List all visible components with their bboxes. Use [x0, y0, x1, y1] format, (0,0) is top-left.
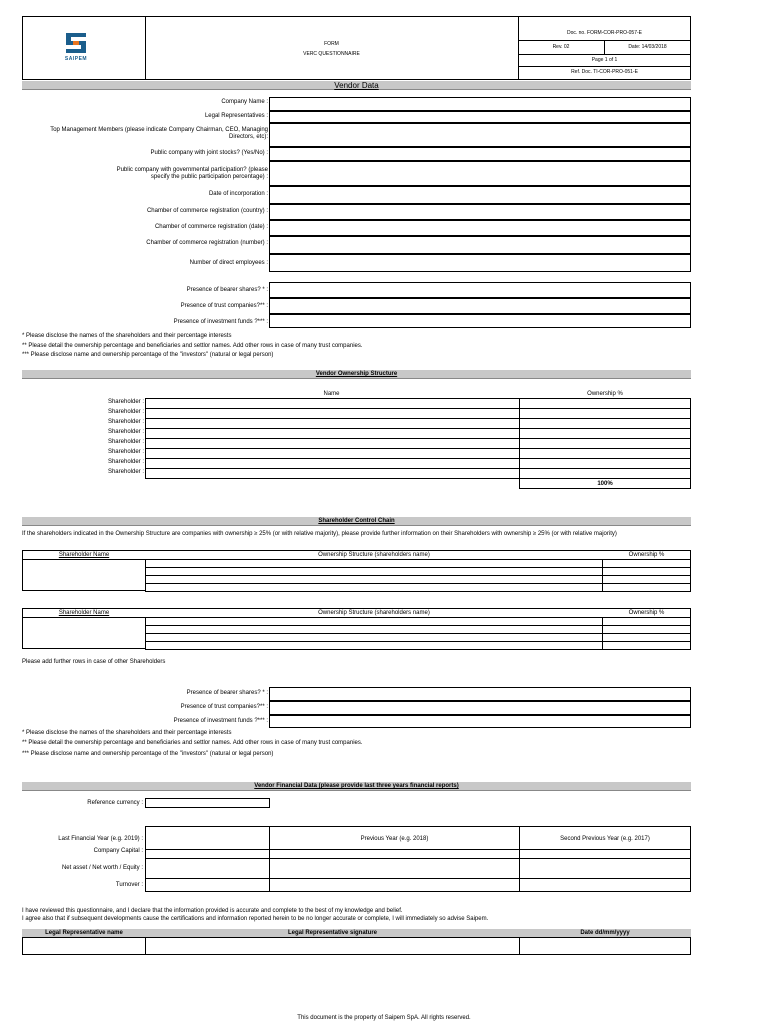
top-management-field[interactable] — [269, 123, 691, 147]
net-asset-second-previous-year[interactable] — [519, 858, 691, 879]
label-date-incorporation: Date of incorporation : — [208, 191, 268, 197]
ownership-col-name: Name — [323, 391, 340, 397]
trust-companies-field-2[interactable] — [269, 701, 691, 715]
label-reference-currency: Reference currency : — [87, 800, 143, 806]
label-legal-representatives: Legal Representatives : — [204, 113, 268, 119]
date-field[interactable] — [519, 937, 691, 955]
label-governmental-participation: Public company with governmental participation? (please specify the public participation percentage) : — [116, 167, 268, 180]
saipem-logo-icon — [64, 32, 88, 54]
shareholder-label: Shareholder : — [107, 419, 144, 425]
page-number: Page 1 of 1 — [591, 57, 618, 63]
shareholder-label: Shareholder : — [107, 399, 144, 405]
investment-funds-field[interactable] — [269, 314, 691, 328]
footer-text: This document is the property of Saipem SpA. All rights reserved. — [297, 1015, 471, 1021]
label-bearer-shares-2: Presence of bearer shares? * : — [186, 690, 268, 696]
label-investment-funds: Presence of investment funds ?*** : — [173, 319, 268, 325]
label-coc-country: Chamber of commerce registration (country) : — [146, 208, 268, 214]
shareholder-label: Shareholder : — [107, 469, 144, 475]
turnover-last-year[interactable] — [145, 878, 270, 892]
declaration-line-2: I agree also that if subsequent developments cause the certifications and information reported herein to be no longer accurate or complete, I will immediately so advise Saipem. — [22, 916, 489, 922]
form-title: VERC QUESTIONNAIRE — [303, 51, 360, 57]
chain-col-shareholder: Shareholder Name — [58, 552, 110, 558]
label-trust-companies: Presence of trust companies?** : — [180, 303, 268, 309]
coc-date-field[interactable] — [269, 220, 691, 236]
note-bearer-2: * Please disclose the names of the shareholders and their percentage interests — [22, 730, 232, 736]
control-chain-intro: If the shareholders indicated in the Ownership Structure are companies with ownership ≥ 25% (or with relative majority), please provide further information on their Shareholders with ownership ≥ 25% (or with relative majority) — [22, 531, 617, 537]
turnover-previous-year[interactable] — [269, 878, 520, 892]
chain-col-structure: Ownership Structure (shareholders name) — [318, 552, 430, 558]
label-last-financial-year: Last Financial Year (e.g. 2019) : — [58, 836, 143, 842]
ownership-col-pct: Ownership % — [587, 391, 623, 397]
chain-shareholder-name-field[interactable] — [22, 617, 146, 649]
add-rows-note: Please add further rows in case of other Shareholders — [22, 659, 166, 665]
chain-pct-field[interactable] — [602, 641, 691, 650]
note-investors: *** Please disclose name and ownership percentage of the "investors" (natural or legal person) — [22, 352, 274, 358]
governmental-participation-field[interactable] — [269, 161, 691, 186]
chain-col-shareholder: Shareholder Name — [58, 610, 110, 616]
previous-year-label: Previous Year (e.g. 2018) — [360, 836, 429, 842]
label-bearer-shares: Presence of bearer shares? * : — [186, 287, 268, 293]
saipem-logo — [64, 32, 88, 62]
declaration-line-1: I have reviewed this questionnaire, and I declare that the information provided is accurate and complete to the best of my knowledge and belief. — [22, 908, 403, 914]
doc-number: Doc. no. FORM-COR-PRO-057-E — [566, 30, 642, 36]
bearer-shares-field[interactable] — [269, 282, 691, 298]
label-top-management: Top Management Members (please indicate Company Chairman, CEO, Managing Directors, etc): — [50, 127, 268, 140]
legal-rep-name-field[interactable] — [22, 937, 146, 955]
public-company-field[interactable] — [269, 147, 691, 161]
header-logo-divider — [145, 16, 146, 80]
legal-representatives-field[interactable] — [269, 111, 691, 123]
chain-structure-field[interactable] — [145, 583, 603, 592]
chain-col-pct: Ownership % — [628, 610, 665, 616]
shareholder-label: Shareholder : — [107, 459, 144, 465]
ownership-total-cell — [519, 478, 691, 489]
ownership-band — [22, 370, 691, 379]
financial-band — [22, 782, 691, 791]
chain-shareholder-name-field[interactable] — [22, 559, 146, 591]
label-trust-companies-2: Presence of trust companies?** : — [180, 704, 268, 710]
chain-pct-field[interactable] — [602, 583, 691, 592]
chain-structure-field[interactable] — [145, 641, 603, 650]
ownership-title: Vendor Ownership Structure — [315, 371, 398, 377]
reference-currency-field[interactable] — [145, 798, 270, 808]
vendor-data-title: Vendor Data — [334, 81, 379, 90]
vendor-data-band — [22, 81, 691, 90]
note-trust: ** Please detail the ownership percentage and beneficiaries and settlor names. Add other rows in case of many trust companies. — [22, 343, 363, 349]
label-investment-funds-2: Presence of investment funds ?*** : — [173, 718, 268, 724]
saipem-logo-text: SAIPEM — [64, 56, 88, 62]
note-bearer: * Please disclose the names of the shareholders and their percentage interests — [22, 333, 232, 339]
revision: Rev. 02 — [552, 44, 570, 50]
note-trust-2: ** Please detail the ownership percentage and beneficiaries and settlor names. Add other rows in case of many trust companies. — [22, 740, 363, 746]
shareholder-label: Shareholder : — [107, 439, 144, 445]
financial-title: Vendor Financial Data (please provide last three years financial reports) — [254, 783, 459, 789]
note-investors-2: *** Please disclose name and ownership percentage of the "investors" (natural or legal person) — [22, 751, 274, 757]
coc-number-field[interactable] — [269, 236, 691, 254]
investment-funds-field-2[interactable] — [269, 715, 691, 728]
company-name-field[interactable] — [269, 97, 691, 111]
label-company-capital: Company Capital : — [93, 848, 143, 854]
control-chain-title: Shareholder Control Chain — [318, 518, 395, 524]
col-date: Date dd/mm/yyyy — [580, 930, 630, 936]
shareholder-label: Shareholder : — [107, 429, 144, 435]
direct-employees-field[interactable] — [269, 254, 691, 272]
previous-year-header — [269, 826, 520, 850]
label-public-company: Public company with joint stocks? (Yes/No) : — [150, 150, 268, 156]
label-coc-number: Chamber of commerce registration (number) : — [146, 240, 268, 246]
second-previous-year-label: Second Previous Year (e.g. 2017) — [560, 836, 650, 842]
label-coc-date: Chamber of commerce registration (date) : — [154, 224, 268, 230]
bearer-shares-field-2[interactable] — [269, 687, 691, 701]
last-year-header — [145, 826, 270, 850]
legal-rep-signature-field[interactable] — [145, 937, 520, 955]
label-turnover: Turnover : — [115, 882, 143, 888]
trust-companies-field[interactable] — [269, 298, 691, 314]
turnover-second-previous-year[interactable] — [519, 878, 691, 892]
shareholder-label: Shareholder : — [107, 449, 144, 455]
label-direct-employees: Number of direct employees : — [189, 260, 268, 266]
label-net-asset: Net asset / Net worth / Equity : — [61, 865, 143, 871]
shareholder-name-field[interactable] — [145, 468, 520, 479]
ownership-total: 100% — [597, 481, 613, 487]
second-previous-year-header — [519, 826, 691, 850]
form-label: FORM — [324, 41, 339, 47]
net-asset-previous-year[interactable] — [269, 858, 520, 879]
shareholder-label: Shareholder : — [107, 409, 144, 415]
coc-country-field[interactable] — [269, 204, 691, 220]
ref-doc: Ref. Doc. TI-COR-PRO-051-E — [571, 69, 638, 75]
chain-col-pct: Ownership % — [628, 552, 665, 558]
net-asset-last-year[interactable] — [145, 858, 270, 879]
control-chain-band — [22, 517, 691, 526]
col-legal-rep-name: Legal Representative name — [45, 930, 123, 936]
date-incorporation-field[interactable] — [269, 186, 691, 204]
doc-date: Date: 14/03/2018 — [628, 44, 667, 50]
col-legal-rep-signature: Legal Representative signature — [287, 930, 378, 936]
label-company-name: Company Name : — [221, 99, 268, 105]
chain-col-structure: Ownership Structure (shareholders name) — [318, 610, 430, 616]
